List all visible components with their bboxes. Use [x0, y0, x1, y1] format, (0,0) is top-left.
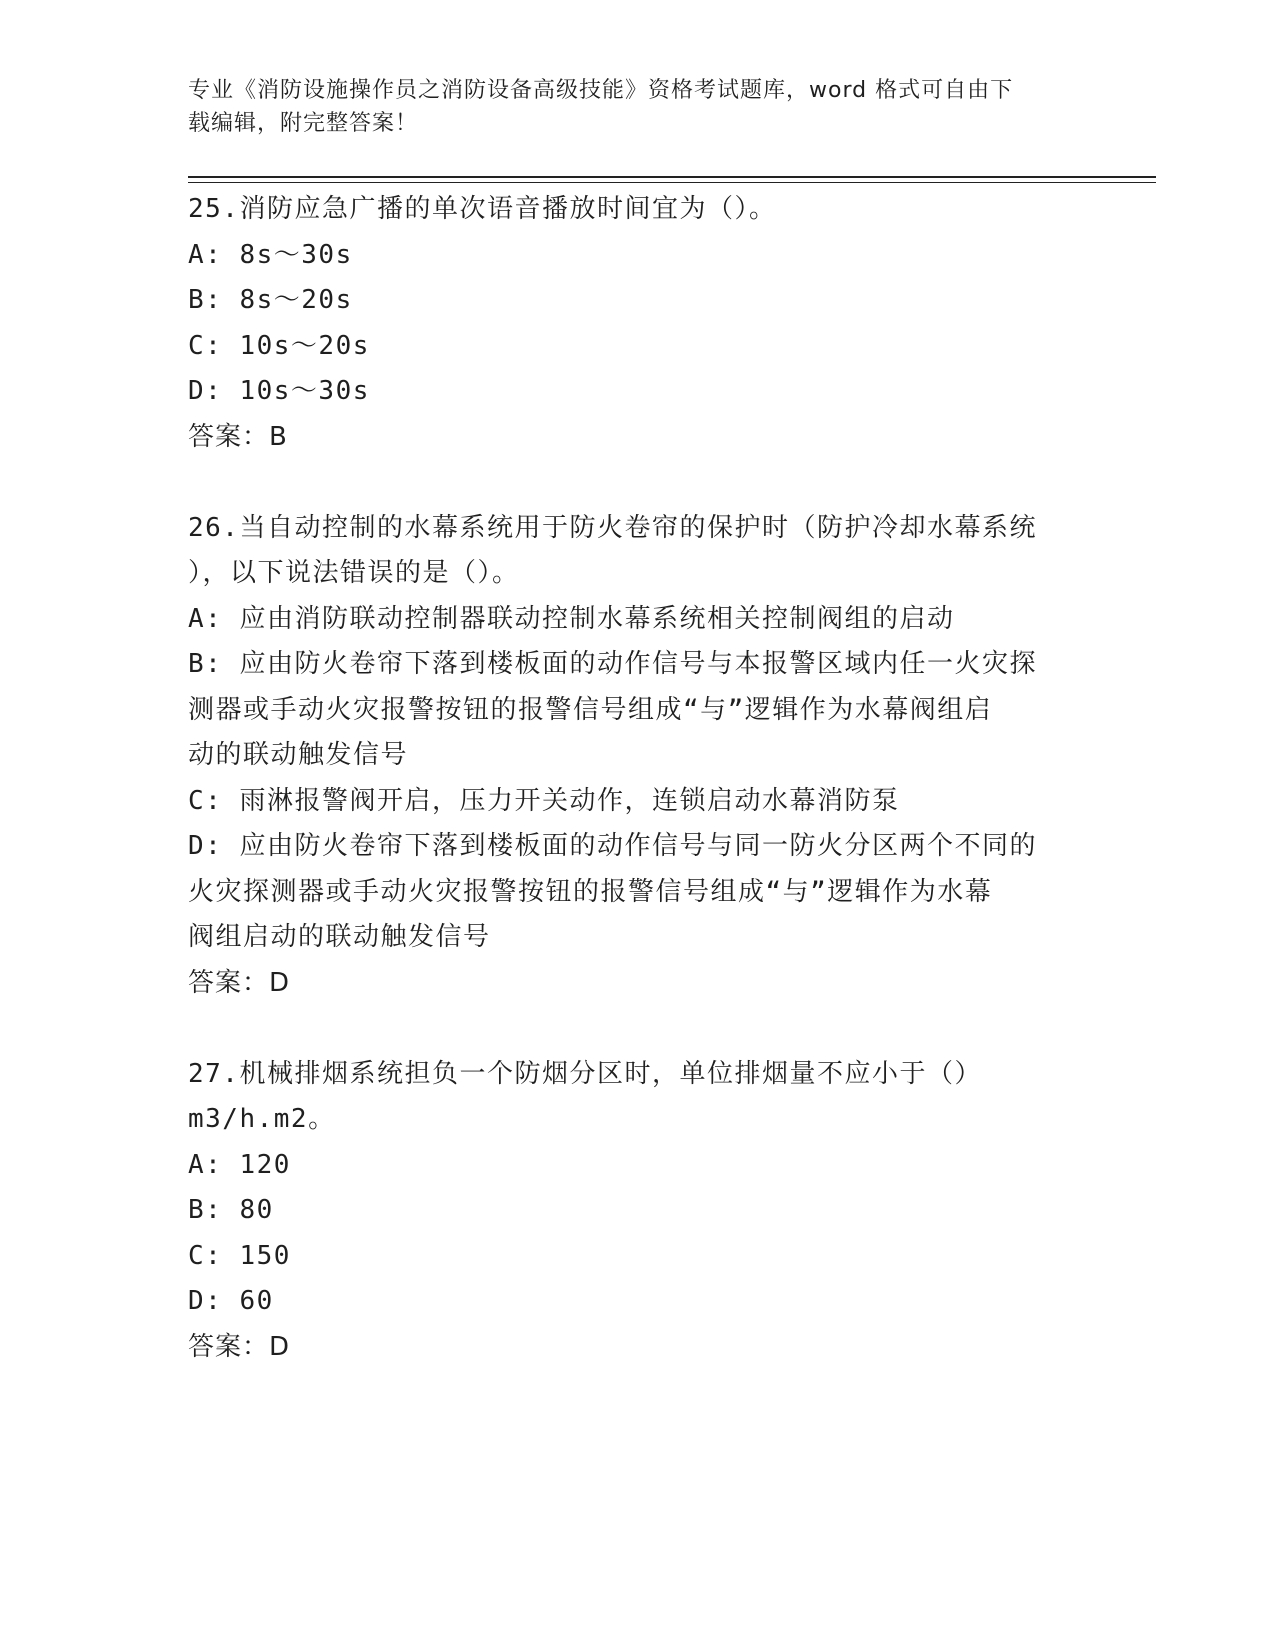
question-text: 25.消防应急广播的单次语音播放时间宜为（）。: [188, 194, 777, 224]
option-b: B: 8s～20s: [188, 285, 353, 315]
option-b-line-1: B: 应由防火卷帘下落到楼板面的动作信号与本报警区域内任一火灾探: [188, 649, 1037, 679]
header-line-2: 载编辑，附完整答案！: [188, 111, 419, 136]
option-a: A: 应由消防联动控制器联动控制水幕系统相关控制阀组的启动: [188, 603, 955, 634]
question-item: [188, 506, 1088, 1007]
option-d-line-1: D: 应由防火卷帘下落到楼板面的动作信号与同一防火分区两个不同的: [188, 831, 1037, 861]
header-divider-thick: [188, 176, 1156, 178]
option-c: C: 150: [188, 1240, 291, 1271]
answer-line: 答案：B: [188, 421, 288, 452]
question-item: [188, 1052, 1088, 1371]
document-header: [188, 74, 1068, 140]
option-a: A: 120: [188, 1149, 291, 1180]
option-d: D: 60: [188, 1286, 274, 1316]
answer-line: 答案：D: [188, 967, 291, 998]
option-a: A: 8s～30s: [188, 239, 353, 270]
answer-line: 答案：D: [188, 1331, 291, 1362]
question-text-line-2: ），以下说法错误的是（）。: [188, 558, 520, 588]
question-text-line-1: 26.当自动控制的水幕系统用于防火卷帘的保护时（防护冷却水幕系统: [188, 512, 1037, 543]
question-text-line-2: m3/h.m2。: [188, 1104, 336, 1134]
question-list: [188, 187, 1088, 1370]
option-b-line-2: 测器或手动火灾报警按钮的报警信号组成“与”逻辑作为水幕阀组启: [188, 694, 993, 725]
option-b: B: 80: [188, 1195, 274, 1225]
question-text-line-1: 27.机械排烟系统担负一个防烟分区时，单位排烟量不应小于（）: [188, 1058, 982, 1089]
question-item: [188, 187, 1088, 460]
option-b-line-3: 动的联动触发信号: [188, 740, 409, 770]
option-d-line-3: 阀组启动的联动触发信号: [188, 922, 491, 952]
question-gap: [188, 460, 1088, 506]
question-gap: [188, 1006, 1088, 1052]
option-c: C: 雨淋报警阀开启，压力开关动作，连锁启动水幕消防泵: [188, 785, 900, 816]
option-d-line-2: 火灾探测器或手动火灾报警按钮的报警信号组成“与”逻辑作为水幕: [188, 876, 993, 907]
header-divider-thin: [188, 182, 1156, 183]
header-line-1: 专业《消防设施操作员之消防设备高级技能》资格考试题库，word 格式可自由下: [188, 78, 1014, 103]
option-c: C: 10s～20s: [188, 330, 370, 361]
option-d: D: 10s～30s: [188, 376, 370, 406]
